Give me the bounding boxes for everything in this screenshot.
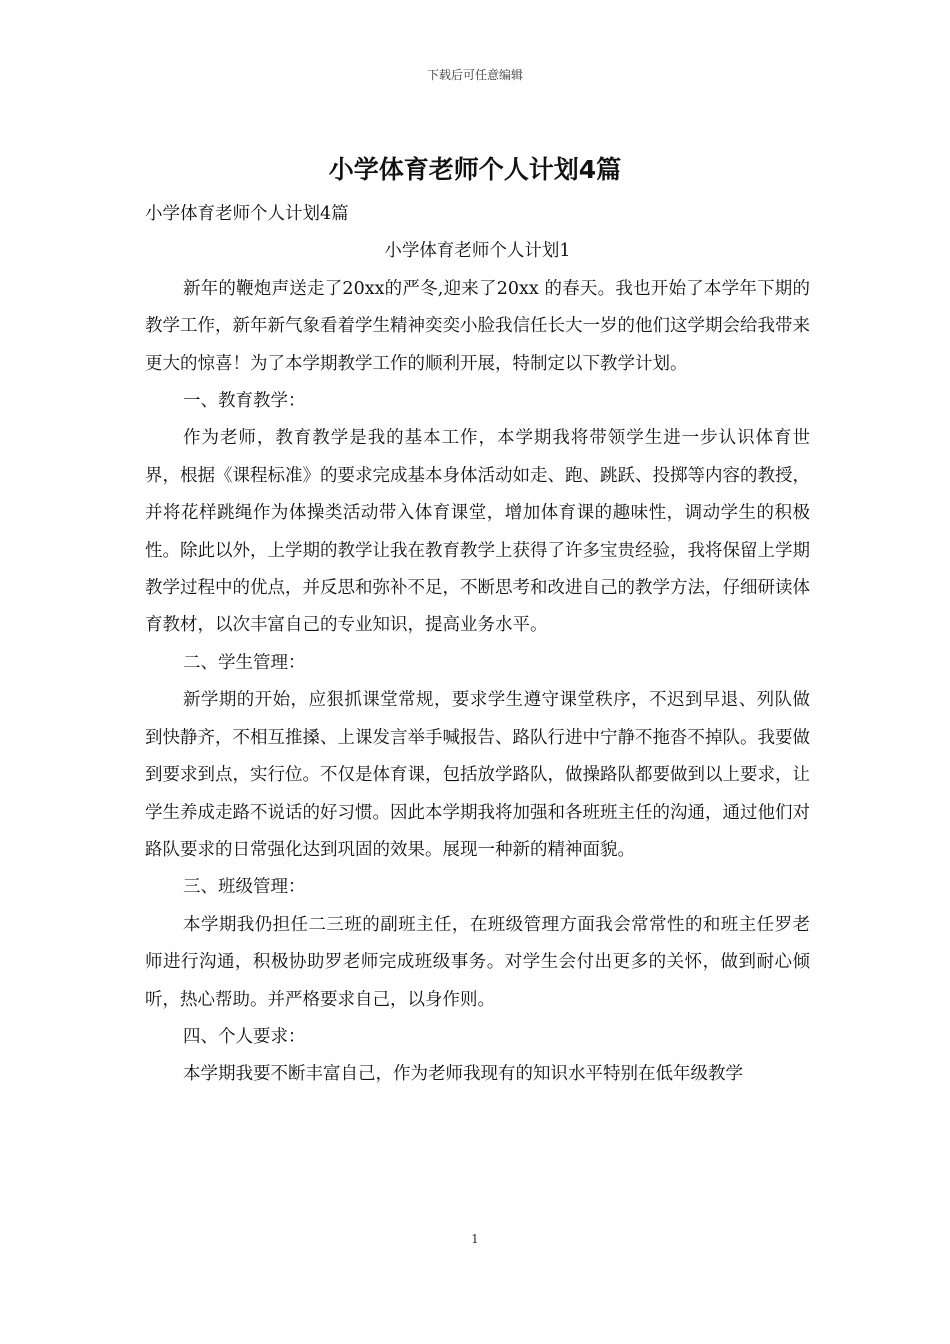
body-paragraph: 作为老师，教育教学是我的基本工作，本学期我将带领学生进一步认识体育世界，根据《课程标准》的要求完成基本身体活动如走、跑、跳跃、投掷等内容的教授，并将花样跳绳作为体操类活动带入体育课堂，增加体育课的趣味性，调动学生的积极性。除此以外，上学期的教学让我在教育教学上获得了许多宝贵经验，我将保留上学期教学过程中的优点，并反思和弥补不足，不断思考和改进自己的教学方法，仔细研读体育教材，以次丰富自己的专业知识，提高业务水平。 bbox=[145, 428, 810, 636]
body-paragraph: 新年的鞭炮声送走了20xx的严冬,迎来了20xx 的春天。我也开始了本学年下期的教学工作，新年新气象看着学生精神奕奕小脸我信任长大一岁的他们这学期会给我带来更大的惊喜！为了本学期教学工作的顺利开展，特制定以下教学计划。 bbox=[145, 278, 810, 374]
subtitle-line: 小学体育老师个人计划4篇 bbox=[145, 204, 349, 224]
body-paragraph: 本学期我仍担任二三班的副班主任，在班级管理方面我会常常性的和班主任罗老师进行沟通，积极协助罗老师完成班级事务。对学生会付出更多的关怀，做到耐心倾听，热心帮助。并严格要求自己，以身作则。 bbox=[145, 914, 810, 1010]
section-heading: 四、个人要求： bbox=[183, 1026, 306, 1047]
body-paragraph: 新学期的开始，应狠抓课堂常规，要求学生遵守课堂秩序，不迟到早退、列队做到快静齐，不相互推搡、上课发言举手喊报告、路队行进中宁静不拖沓不掉队。我要做到要求到点，实行位。不仅是体育课，包括放学路队，做操路队都要做到以上要求，让学生养成走路不说话的好习惯。因此本学期我将加强和各班班主任的沟通，通过他们对路队要求的日常强化达到巩固的效果。展现一种新的精神面貌。 bbox=[145, 690, 810, 860]
section-heading: 三、班级管理： bbox=[183, 877, 306, 898]
body-paragraph: 本学期我要不断丰富自己，作为老师我现有的知识水平特别在低年级教学 bbox=[183, 1064, 743, 1085]
page-number: 1 bbox=[471, 1232, 479, 1246]
section-title: 小学体育老师个人计划1 bbox=[384, 241, 571, 262]
section-heading: 二、学生管理： bbox=[183, 652, 306, 673]
section-heading: 一、教育教学： bbox=[183, 391, 306, 412]
header-note: 下载后可任意编辑 bbox=[426, 68, 523, 82]
document-body bbox=[145, 196, 810, 1094]
document-title: 小学体育老师个人计划4篇 bbox=[328, 155, 622, 184]
